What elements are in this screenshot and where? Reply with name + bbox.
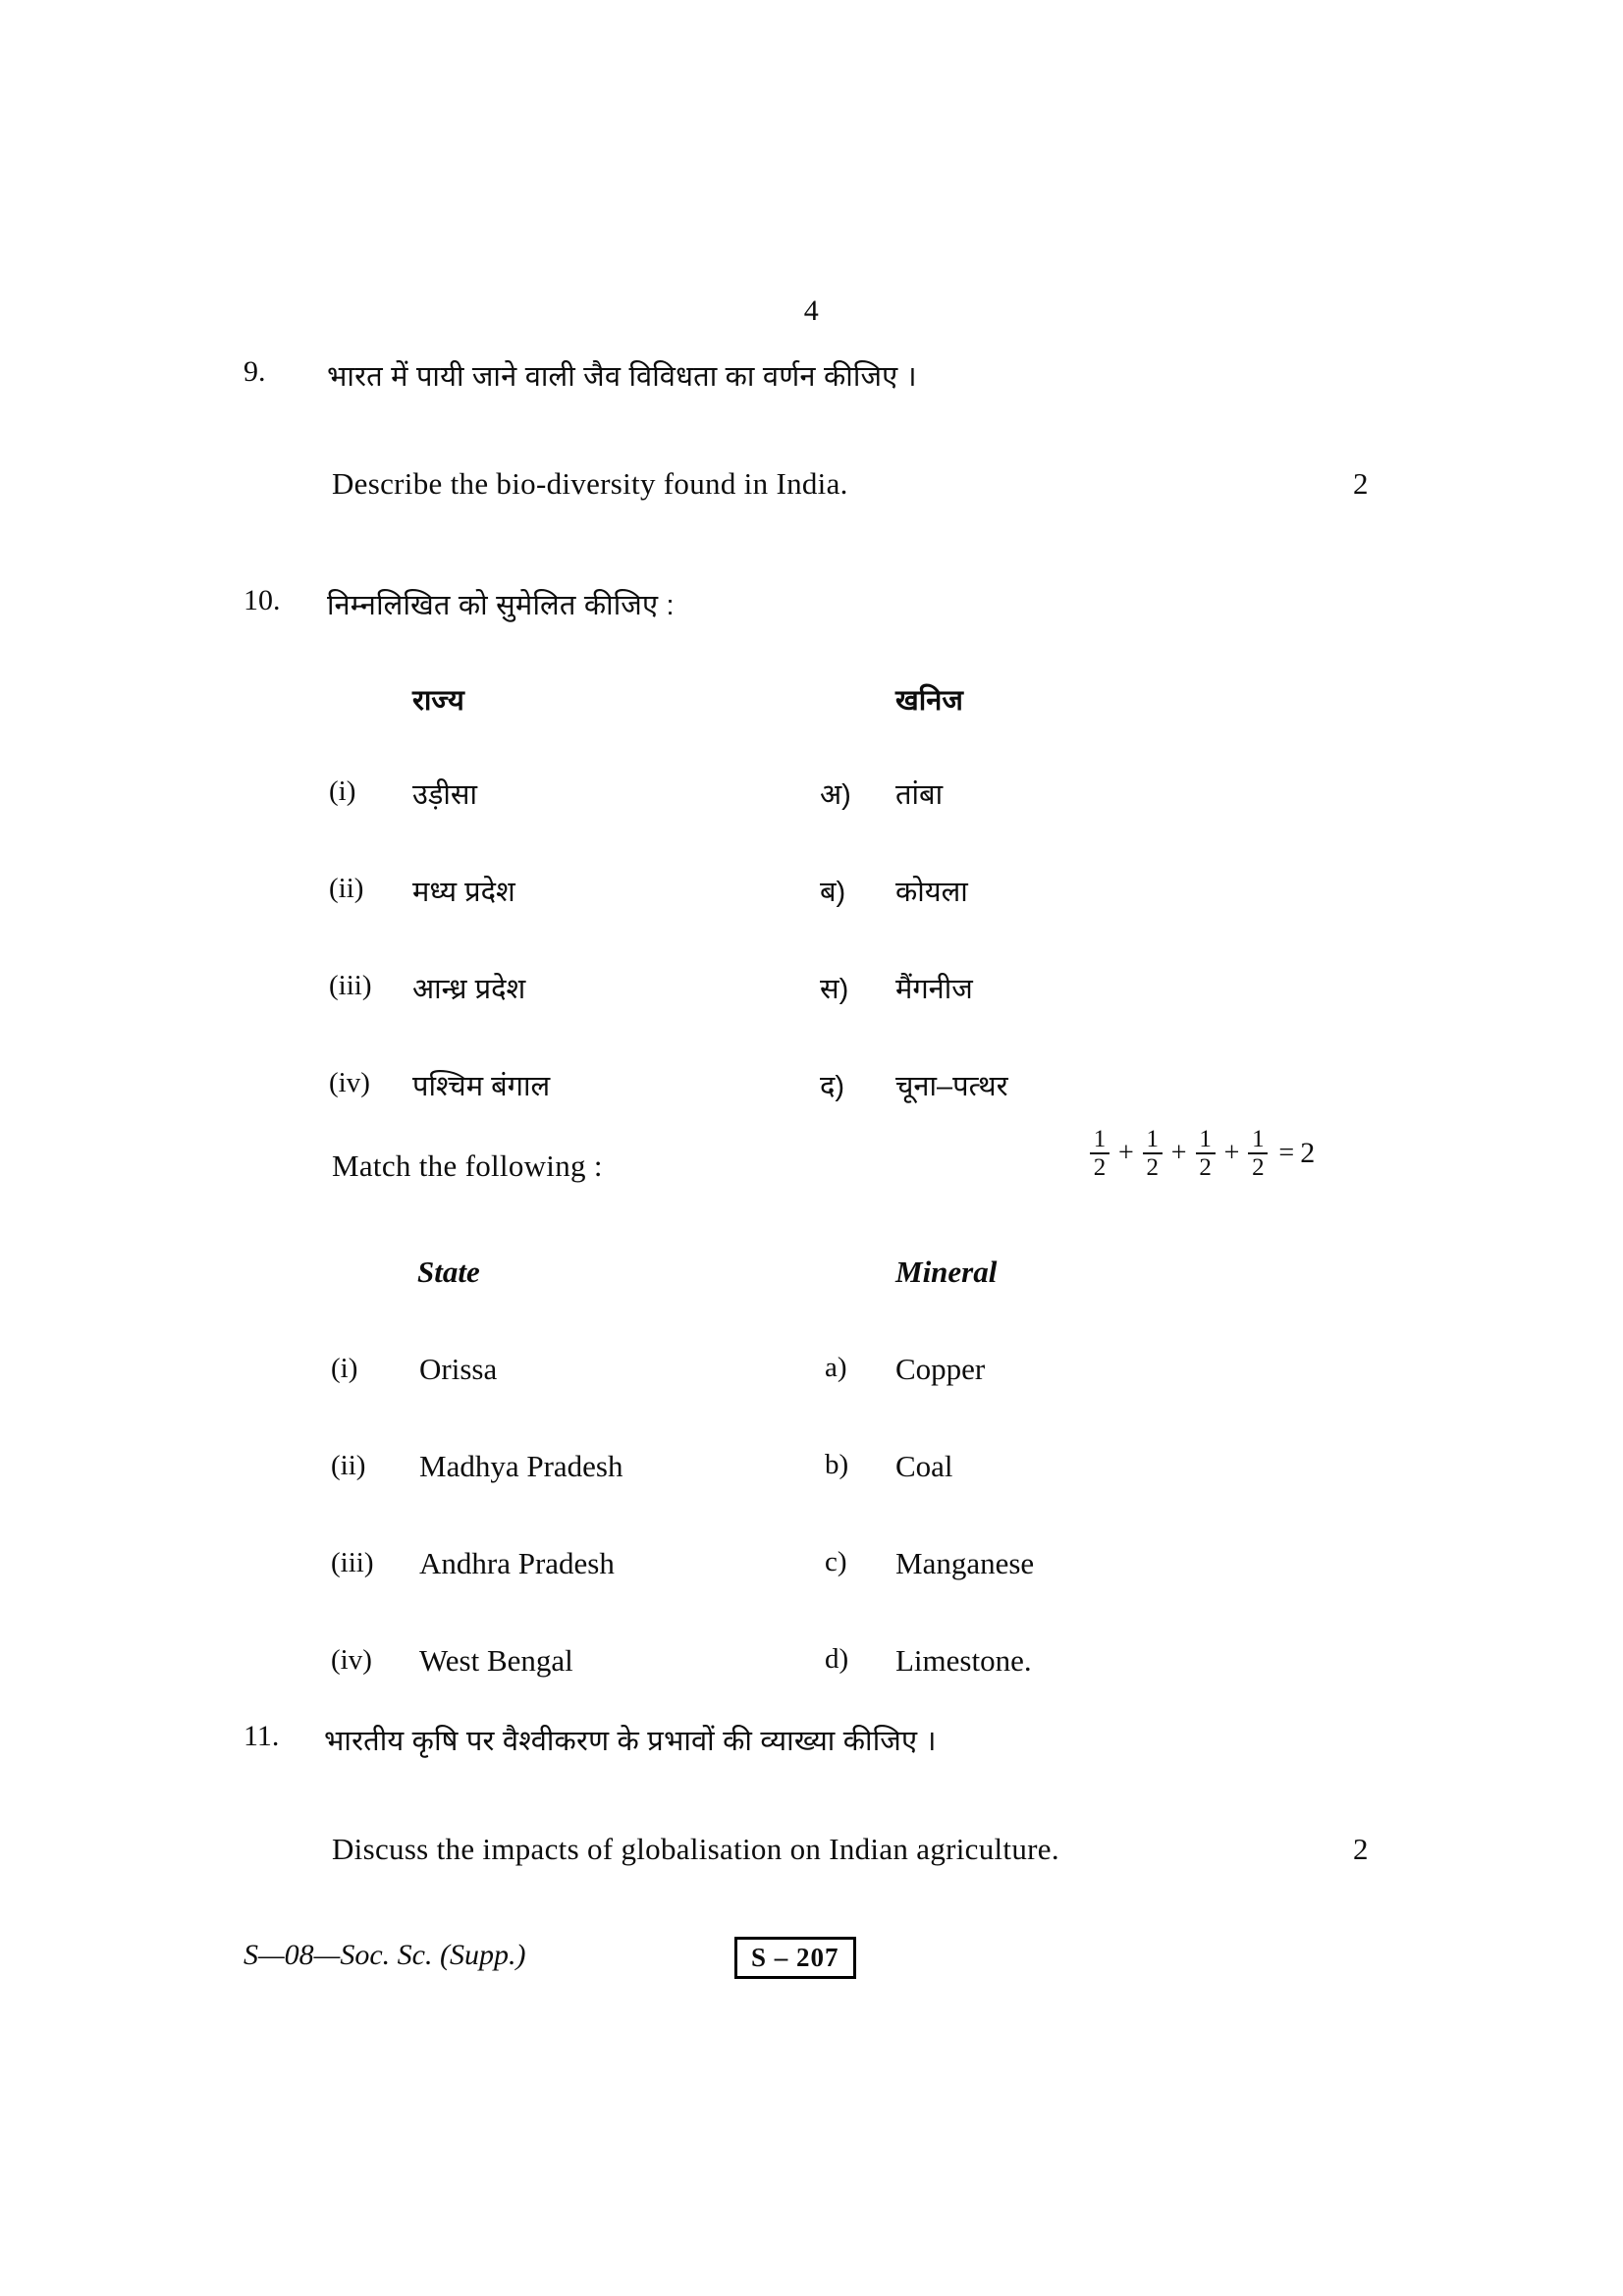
english-right-row-label: d) xyxy=(825,1643,849,1675)
hindi-table-header-mineral: खनिज xyxy=(895,685,963,717)
english-left-row-label: (iv) xyxy=(331,1644,372,1676)
hindi-left-row-value: पश्चिम बंगाल xyxy=(412,1071,551,1102)
hindi-left-row-label: (ii) xyxy=(329,873,364,904)
hindi-right-row-label: द) xyxy=(820,1071,845,1102)
english-right-row-label: c) xyxy=(825,1546,847,1577)
question-10-marks-expression xyxy=(1088,1127,1315,1180)
english-left-row-value: Andhra Pradesh xyxy=(419,1546,615,1580)
plus-operator: + xyxy=(1223,1138,1240,1168)
plus-operator: + xyxy=(1118,1138,1134,1168)
question-9-number: 9. xyxy=(243,355,266,388)
fraction-denominator: 2 xyxy=(1146,1154,1160,1181)
fraction-denominator: 2 xyxy=(1252,1154,1265,1181)
hindi-right-row-value: चूना–पत्थर xyxy=(895,1071,1008,1102)
paper-footer-label: S—08—Soc. Sc. (Supp.) xyxy=(243,1939,526,1971)
fraction-half xyxy=(1143,1127,1163,1180)
hindi-right-row-label: ब) xyxy=(820,877,846,908)
question-9-english-text: Describe the bio-diversity found in India. xyxy=(332,466,848,501)
fraction-numerator: 1 xyxy=(1146,1126,1160,1152)
hindi-left-row-label: (i) xyxy=(329,775,356,807)
equals-sign: = xyxy=(1278,1138,1295,1168)
hindi-right-row-value: कोयला xyxy=(895,877,968,908)
english-left-row-value: Orissa xyxy=(419,1352,498,1386)
fraction-numerator: 1 xyxy=(1093,1126,1107,1152)
english-table-header-state: State xyxy=(417,1255,480,1289)
hindi-right-row-label: स) xyxy=(820,974,849,1005)
fraction-numerator: 1 xyxy=(1199,1126,1212,1152)
fraction-numerator: 1 xyxy=(1252,1126,1265,1152)
fraction-half xyxy=(1248,1127,1268,1180)
hindi-left-row-value: उड़ीसा xyxy=(412,779,478,811)
question-11-hindi-text: भारतीय कृषि पर वैश्वीकरण के प्रभावों की व्याख्या कीजिए । xyxy=(324,1726,937,1757)
english-left-row-label: (iii) xyxy=(331,1547,374,1578)
question-11-marks: 2 xyxy=(1353,1832,1369,1866)
english-left-row-label: (ii) xyxy=(331,1450,366,1481)
question-11-number: 11. xyxy=(243,1720,280,1752)
hindi-left-row-value: आन्ध्र प्रदेश xyxy=(412,974,526,1005)
hindi-left-row-label: (iii) xyxy=(329,970,372,1001)
question-10-english-text: Match the following : xyxy=(332,1148,603,1183)
hindi-right-row-value: तांबा xyxy=(895,779,944,811)
hindi-right-row-value: मैंगनीज xyxy=(895,974,973,1005)
paper-code-box: S – 207 xyxy=(734,1937,856,1979)
fraction-denominator: 2 xyxy=(1093,1154,1107,1181)
question-10-number: 10. xyxy=(243,584,281,616)
english-right-row-value: Copper xyxy=(895,1352,986,1386)
english-left-row-value: Madhya Pradesh xyxy=(419,1449,623,1483)
page-number: 4 xyxy=(803,294,820,327)
english-left-row-value: West Bengal xyxy=(419,1643,573,1678)
hindi-left-row-value: मध्य प्रदेश xyxy=(412,877,515,908)
hindi-left-row-label: (iv) xyxy=(329,1067,370,1098)
english-right-row-value: Limestone. xyxy=(895,1643,1032,1678)
question-10-hindi-text: निम्नलिखित को सुमेलित कीजिए : xyxy=(327,590,675,621)
fraction-denominator: 2 xyxy=(1199,1154,1212,1181)
plus-operator: + xyxy=(1170,1138,1187,1168)
question-9-marks: 2 xyxy=(1353,466,1369,501)
english-right-row-label: a) xyxy=(825,1352,847,1383)
hindi-table-header-state: राज्य xyxy=(412,685,464,717)
fraction-half xyxy=(1090,1127,1109,1180)
question-9-hindi-text: भारत में पायी जाने वाली जैव विविधता का वर्णन कीजिए । xyxy=(327,361,917,393)
question-11-english-text: Discuss the impacts of globalisation on Indian agriculture. xyxy=(332,1832,1059,1866)
english-right-row-label: b) xyxy=(825,1449,849,1480)
marks-total: 2 xyxy=(1300,1137,1316,1169)
hindi-right-row-label: अ) xyxy=(820,779,851,811)
english-right-row-value: Manganese xyxy=(895,1546,1035,1580)
english-left-row-label: (i) xyxy=(331,1353,358,1384)
english-table-header-mineral: Mineral xyxy=(895,1255,998,1289)
fraction-half xyxy=(1196,1127,1216,1180)
english-right-row-value: Coal xyxy=(895,1449,953,1483)
